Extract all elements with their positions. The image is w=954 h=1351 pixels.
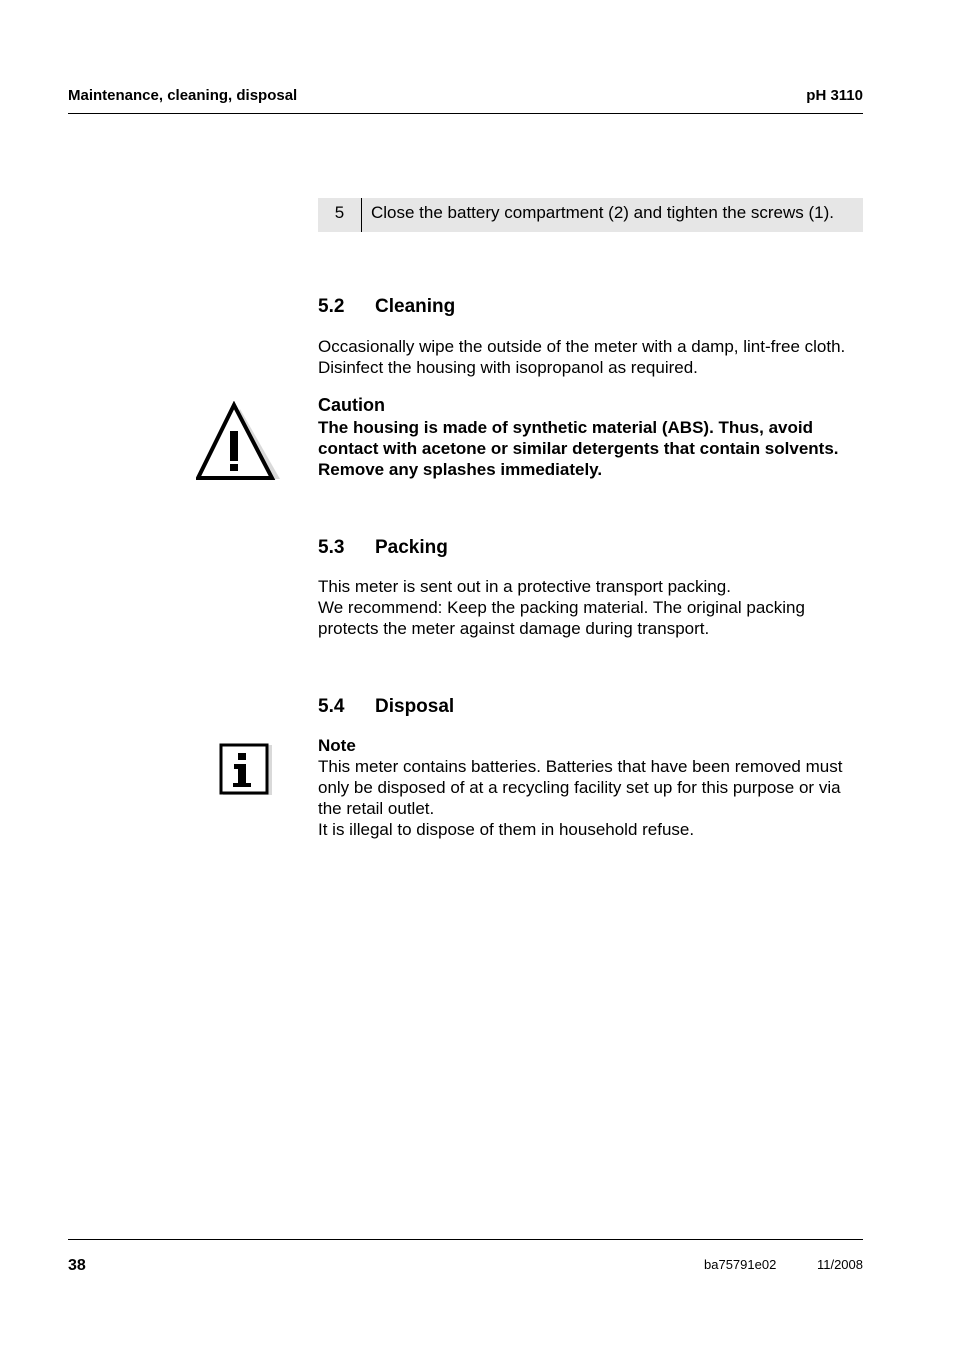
header-right: pH 3110 [806,87,863,104]
paragraph-line: This meter is sent out in a protective transport packing. [318,577,731,596]
note-line: This meter contains batteries. Batteries that have been removed must [318,757,843,776]
note-line: only be disposed of at a recycling facility set up for this purpose or via [318,778,841,797]
caution-line: The housing is made of synthetic material (ABS). Thus, avoid [318,418,813,437]
page-number: 38 [68,1257,86,1274]
step-separator [361,198,362,232]
caution-label: Caution [318,395,385,415]
note-block [318,735,863,840]
note-line: the retail outlet. [318,799,435,818]
caution-line: Remove any splashes immediately. [318,460,603,479]
caution-block [318,394,863,480]
note-label: Note [318,736,356,755]
cleaning-text [318,336,863,378]
paragraph-line: We recommend: Keep the packing material. The original packing [318,598,805,617]
section-number: 5.4 [318,696,345,717]
step-number: 5 [334,203,345,222]
section-heading-cleaning [318,296,455,318]
section-heading-disposal [318,696,454,718]
step-row [318,198,863,232]
paragraph-line: Occasionally wipe the outside of the meter with a damp, lint-free cloth. [318,337,846,356]
info-icon [219,743,273,797]
note-line: It is illegal to dispose of them in household refuse. [318,820,695,839]
step-text: Close the battery compartment (2) and tighten the screws (1). [371,203,834,222]
footer-rule [68,1239,863,1240]
warning-triangle-icon [196,401,284,481]
section-heading-packing [318,537,448,559]
section-number: 5.3 [318,537,345,558]
packing-text [318,576,863,639]
document-id: ba75791e02 [704,1257,777,1272]
paragraph-line: protects the meter against damage during transport. [318,619,710,638]
caution-line: contact with acetone or similar detergents that contain solvents. [318,439,839,458]
header-rule [68,113,863,114]
section-title: Cleaning [375,296,456,317]
section-number: 5.2 [318,296,345,317]
header-left: Maintenance, cleaning, disposal [68,87,298,104]
document-date: 11/2008 [816,1257,863,1272]
section-title: Disposal [375,696,455,717]
paragraph-line: Disinfect the housing with isopropanol as required. [318,358,698,377]
section-title: Packing [375,537,448,558]
